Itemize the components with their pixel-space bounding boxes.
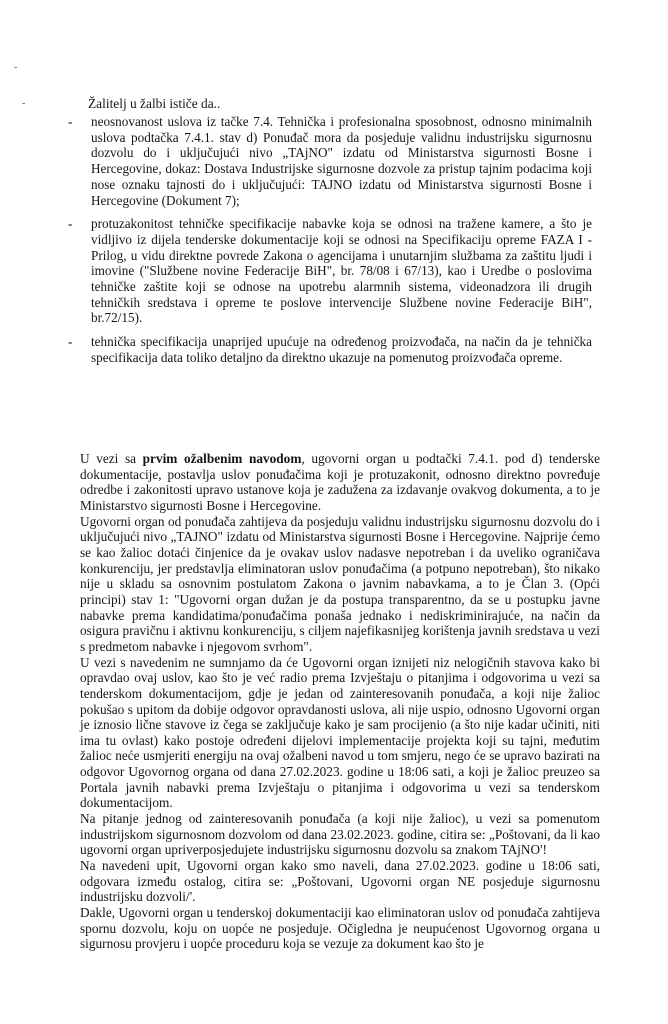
scan-mark: - bbox=[22, 98, 26, 109]
bold-phrase: prvim ožalbenim navodom bbox=[142, 451, 302, 466]
bullet-text: tehnička specifikacija unaprijed upućuje na određenog proizvođača, na način da je tehnička specifikacija data toliko detaljno da direktno ukazuje na pomenutog proizvođača opreme. bbox=[91, 334, 592, 365]
paragraph-text: , ugovorni organ u podtački 7.4.1. pod d) tenderske dokumentacije, postavlja uslov ponuđačima koji je protuzakonit, odnosno direktno povređuje odredbe i zakonitosti upravo ustanove koja je zadužena za izdavanje ovakvog dokumenta, a to je Ministarstvo sigurnosti Bosne i Hercegovine. bbox=[80, 451, 600, 513]
paragraph-text: U vezi sa bbox=[80, 451, 143, 466]
list-item bbox=[68, 216, 592, 326]
bullet-dash: - bbox=[68, 114, 73, 129]
scan-mark: - bbox=[14, 62, 18, 73]
body-text bbox=[80, 451, 600, 952]
paragraph: Ugovorni organ od ponuđača zahtijeva da posjeduju validnu industrijsku sigurnosnu dozvolu do i uključujući nivo „TAJNO" izdatu od Ministarstva sigurnosti Bosne i Hercegovine. Najprije ćemo se kao žalioc dotaći činjenice da je ovakav uslov nadasve nepotreban i da uveliko ograničava konkurenciju, jer predstavlja eliminatoran uslov ponuđačima (a potpuno nepotreban), što nikako nije u skladu sa osnovnim postulatom Zakona o javnim nabavkama, a to je Član 3. (Opći principi) stav 1: "Ugovorni organ dužan je da postupa transparentno, da se u postupku javne nabavke prema kandidatima/ponuđačima ponaša jednako i nediskriminirajuće, na način da osigura pravičnu i aktivnu konkurenciju, s ciljem najefikasnijeg korištenja javnih sredstava u vezi s predmetom nabavke i njegovom svrhom". bbox=[80, 513, 600, 654]
paragraph: Na navedeni upit, Ugovorni organ kako smo naveli, dana 27.02.2023. godine u 18:06 sati, odgovara između ostalog, citira se: „Poštovani, Ugovorni organ NE posjeduje sigurnosnu industrijsku dozvoli/'. bbox=[80, 858, 600, 905]
paragraph: Na pitanje jednog od zainteresovanih ponuđača (a koji nije žalioc), u vezi sa pomenutom industrijskom sigurnosnom dozvolom od dana 23.02.2023. godine, citira se: „Poštovani, da li kao ugovorni organ upriverposjedujete industrijsku sigurnosnu dozvolu sa znakom TAjNO'! bbox=[80, 811, 600, 858]
bullet-dash: - bbox=[68, 216, 73, 232]
bullet-list bbox=[68, 114, 592, 374]
bullet-text: neosnovanost uslova iz tačke 7.4. Tehnička i profesionalna sposobnost, odnosno minimalnih uslova podtačka 7.4.1. stav d) Ponuđač mora da posjeduje validnu industrijsku sigurnosnu dozvolu do i uključujući nivo „TAjNO" izdatu od Ministarstva sigurnosti Bosne i Hercegovine, dokaz: Dostava Industrijske sigurnosne dozvole za pristup tajnim podacima koji nose oznaku tajnosti do i uključujući: TAJNO izdatu od Ministarstva sigurnosti Bosne i Hercegovine (Dokument 7); bbox=[91, 114, 592, 208]
paragraph: U vezi s navedenim ne sumnjamo da će Ugovorni organ iznijeti niz nelogičnih stavova kako bi opravdao ovaj uslov, kao što je već radio prema Izvještaju o pitanjima i odgovorima u vezi sa tenderskom dokumentacijom, gdje je jedan od zainteresovanih ponuđača, a koji nije žalioc pokušao s upitom da dobije odgovor opravdanosti uslova, ali nije uspio, odnosno Ugovorni organ je iznosio lične stavove iz čega se zaključuje kako je sam procijenio (a što nije kadar učiniti, niti ima tu ovlast) kako postoje određeni dijelovi implementacije projekta koji su tajni, međutim žalioc neće usmjeriti energiju na ovaj ožalbeni navod u tom smjeru, nego će se upravo bazirati na odgovor Ugovornog organa od dana 27.02.2023. godine u 18:06 sati, a koji je žalioc preuzeo sa Portala javnih nabavki prema Izvještaju o pitanjima i odgovorima u vezi sa tenderskom dokumentacijom. bbox=[80, 654, 600, 811]
list-item bbox=[68, 114, 592, 208]
list-item bbox=[68, 334, 592, 365]
bullet-text: protuzakonitost tehničke specifikacije nabavke koja se odnosi na tražene kamere, a što je vidljivo iz dijela tenderske dokumentacije koji se odnosi na Specifikaciju opreme FAZA I -Prilog, u vidu direktne povrede Zakona o agencijama i unutarnjim službama za zaštitu ljudi i imovine ("Službene novine Federacije BiH", br. 78/08 i 67/13), kao i Uredbe o poslovima tehničke zaštite koji se odnose na upotrebu alarmnih sistema, videonadzora ili drugih tehničkih sredstava i opreme te poslove intervencije Službene novine Federacije BiH", br.72/15). bbox=[91, 216, 592, 326]
bullet-dash: - bbox=[68, 334, 73, 350]
intro-line: Žalitelj u žalbi ističe da.. bbox=[88, 96, 221, 111]
paragraph: Dakle, Ugovorni organ u tenderskoj dokumentaciji kao eliminatoran uslov od ponuđača zahtijeva spornu dozvolu, koju on uopće ne posjeduje. Očigledna je neupućenost Ugovornog organa u sigurnosu provjeru i uopće proceduru koja se vezuje za dokument kao što je bbox=[80, 905, 600, 952]
paragraph bbox=[80, 451, 600, 514]
